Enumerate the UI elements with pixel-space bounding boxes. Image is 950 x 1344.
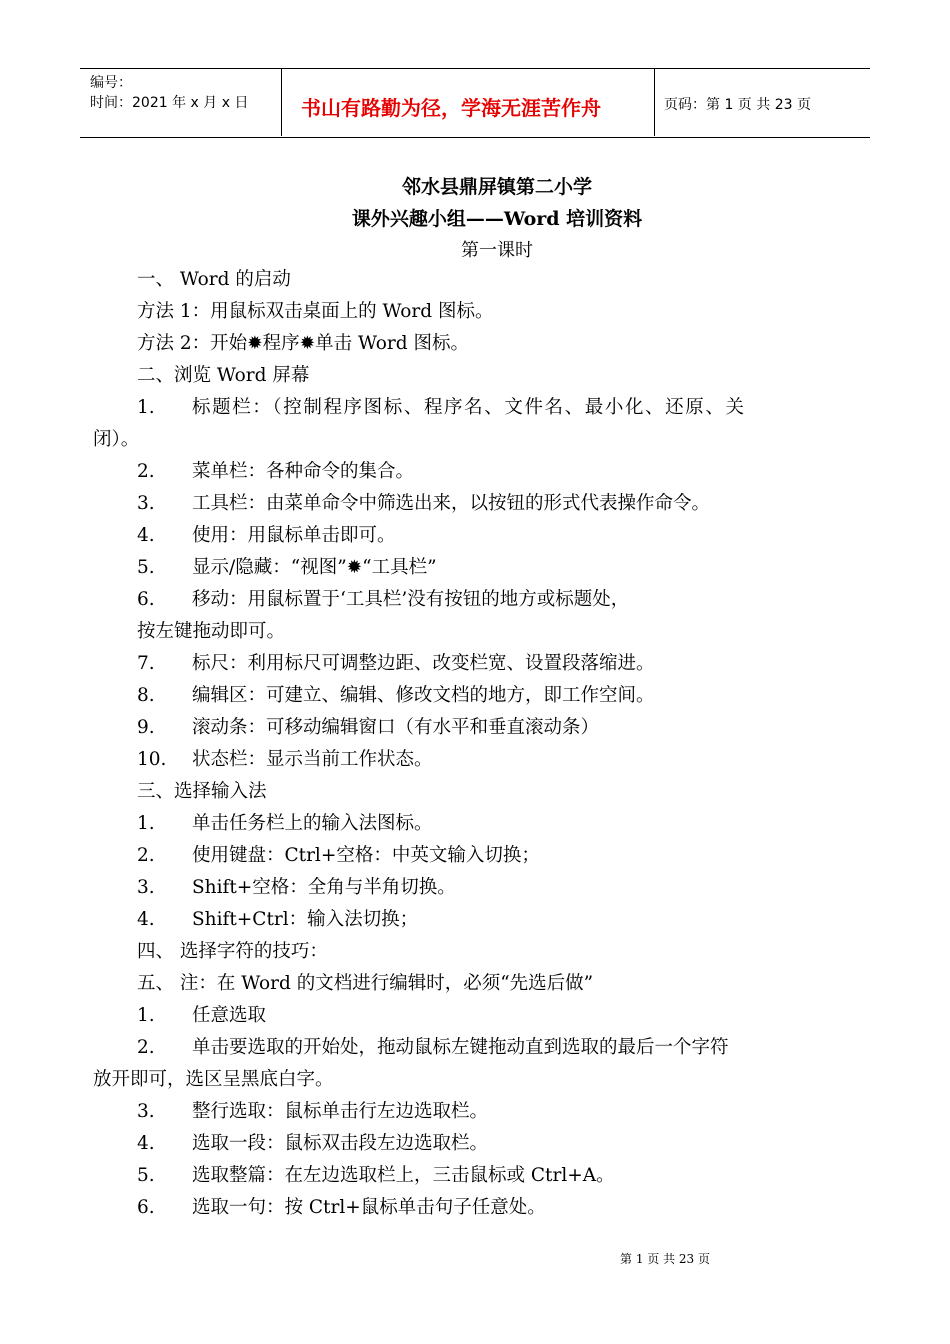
list-item: Shift+Ctrl：输入法切换；	[192, 909, 419, 930]
header-divider	[654, 68, 655, 136]
page-footer: 第 1 页 共 23 页	[620, 1252, 710, 1266]
paragraph: 方法 2：开始✹程序✹单击 Word 图标。	[137, 333, 469, 354]
paragraph: 方法 1：用鼠标双击桌面上的 Word 图标。	[137, 301, 494, 322]
list-item: Shift+空格：全角与半角切换。	[192, 877, 456, 898]
list-number: 1.	[137, 1005, 155, 1026]
list-number: 4.	[137, 909, 155, 930]
list-item: 标尺：利用标尺可调整边距、改变栏宽、设置段落缩进。	[192, 653, 655, 674]
section-heading: 五、 注：在 Word 的文档进行编辑时，必须“先选后做”	[137, 973, 594, 994]
list-number: 5.	[137, 1165, 155, 1186]
course-title: 课外兴趣小组——Word 培训资料	[351, 208, 643, 230]
list-item: 选取整篇：在左边选取栏上，三击鼠标或 Ctrl+A。	[192, 1165, 615, 1186]
list-number: 7.	[137, 653, 155, 674]
list-item: 滚动条：可移动编辑窗口（有水平和垂直滚动条）	[192, 717, 600, 738]
list-item: 编辑区：可建立、编辑、修改文档的地方，即工作空间。	[192, 685, 655, 706]
lesson-title: 第一课时	[461, 240, 533, 261]
list-number: 2.	[137, 1037, 155, 1058]
list-number: 3.	[137, 493, 155, 514]
list-item: 移动：用鼠标置于‘工具栏’没有按钮的地方或标题处，	[192, 589, 630, 610]
list-number: 3.	[137, 877, 155, 898]
list-item: 任意选取	[192, 1005, 267, 1026]
list-number: 10.	[137, 749, 167, 770]
list-item: 使用键盘：Ctrl+空格：中英文输入切换；	[192, 845, 540, 866]
list-item: 工具栏：由菜单命令中筛选出来，以按钮的形式代表操作命令。	[192, 493, 711, 514]
list-item: 单击任务栏上的输入法图标。	[192, 813, 433, 834]
list-item: 状态栏：显示当前工作状态。	[192, 749, 433, 770]
list-item: 选取一句：按 Ctrl+鼠标单击句子任意处。	[192, 1197, 546, 1218]
section-heading: 四、 选择字符的技巧：	[137, 941, 328, 962]
list-item: 显示/隐藏：“视图”✹“工具栏”	[192, 557, 437, 578]
list-number: 8.	[137, 685, 155, 706]
section-heading: 二、浏览 Word 屏幕	[137, 365, 310, 386]
section-heading: 一、 Word 的启动	[137, 269, 291, 290]
list-number: 9.	[137, 717, 155, 738]
list-item: 使用：用鼠标单击即可。	[192, 525, 396, 546]
list-number: 1.	[137, 397, 155, 418]
list-item: 选取一段：鼠标双击段左边选取栏。	[192, 1133, 489, 1154]
list-number: 6.	[137, 589, 155, 610]
list-item-continuation: 按左键拖动即可。	[137, 621, 286, 642]
header-page-info: 页码：第 1 页 共 23 页	[664, 97, 811, 113]
list-number: 4.	[137, 525, 155, 546]
list-item: 整行选取：鼠标单击行左边选取栏。	[192, 1101, 489, 1122]
list-number: 6.	[137, 1197, 155, 1218]
header-divider	[281, 68, 282, 136]
list-number: 2.	[137, 461, 155, 482]
list-number: 2.	[137, 845, 155, 866]
list-number: 5.	[137, 557, 155, 578]
header-number-label: 编号：	[90, 75, 132, 91]
school-title: 邻水县鼎屏镇第二小学	[401, 176, 592, 198]
list-number: 4.	[137, 1133, 155, 1154]
section-heading: 三、选择输入法	[137, 781, 267, 802]
list-number: 1.	[137, 813, 155, 834]
list-number: 3.	[137, 1101, 155, 1122]
list-item: 菜单栏：各种命令的集合。	[192, 461, 415, 482]
list-item: 标题栏：（控制程序图标、程序名、文件名、最小化、还原、关	[192, 397, 746, 418]
list-item: 单击要选取的开始处，拖动鼠标左键拖动直到选取的最后一个字符	[192, 1037, 729, 1058]
list-item-continuation: 闭）。	[93, 429, 140, 450]
header-time-label: 时间：2021 年 x 月 x 日	[90, 95, 249, 111]
header-motto: 书山有路勤为径，学海无涯苦作舟	[301, 96, 601, 120]
list-item-continuation: 放开即可，选区呈黑底白字。	[93, 1069, 334, 1090]
